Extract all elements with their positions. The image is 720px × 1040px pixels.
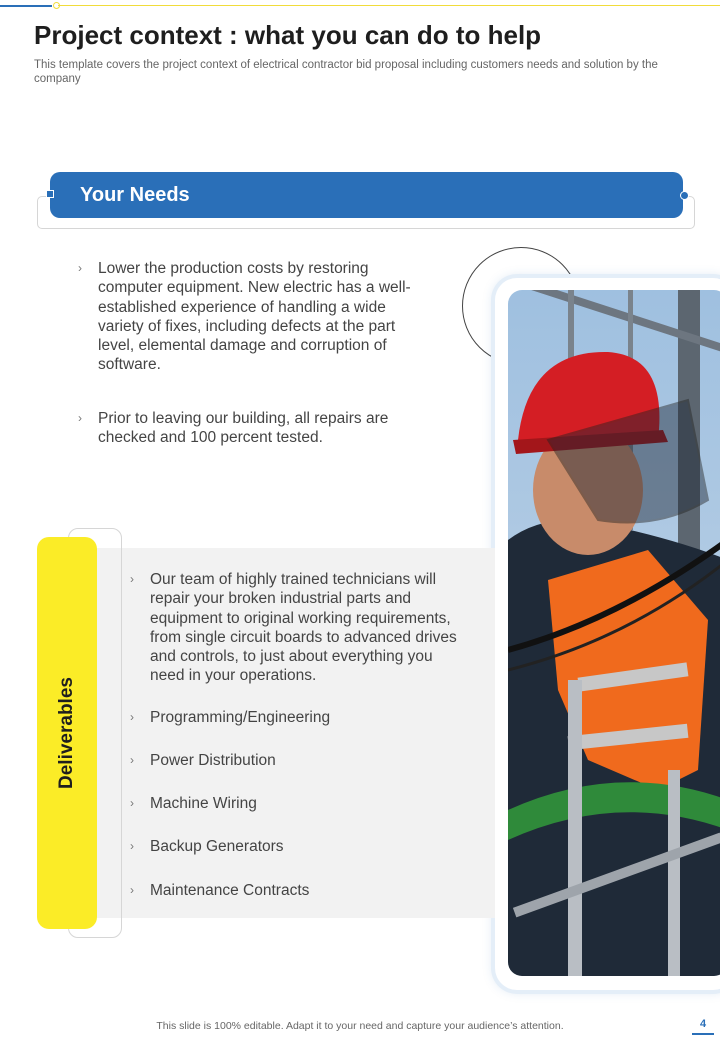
needs-item-text: Prior to leaving our building, all repairs are checked and 100 percent tested. bbox=[98, 410, 389, 447]
deliverables-item bbox=[130, 751, 470, 770]
deliverables-item bbox=[130, 881, 470, 900]
footer-note: This slide is 100% editable. Adapt it to your need and capture your audience’s attention. bbox=[156, 1020, 564, 1032]
deliverables-item bbox=[130, 837, 470, 856]
page-number-underline bbox=[692, 1033, 714, 1035]
deliverables-item bbox=[130, 708, 470, 727]
electrician-photo bbox=[508, 290, 720, 976]
deliverables-title: Deliverables bbox=[56, 677, 77, 789]
bullet-chevron-icon: › bbox=[130, 572, 134, 586]
needs-item bbox=[78, 409, 416, 448]
bullet-chevron-icon: › bbox=[78, 261, 82, 275]
needs-item-text: Lower the production costs by restoring computer equipment. New electric has a well-established experience of handling a wide variety of fixes, including defects at the part level, elemental damage and corruption of software. bbox=[98, 260, 411, 374]
bullet-chevron-icon: › bbox=[130, 710, 134, 724]
page-subtitle: This template covers the project context of electrical contractor bid proposal including customers needs and solution by the company bbox=[34, 59, 658, 85]
bullet-chevron-icon: › bbox=[130, 796, 134, 810]
bullet-chevron-icon: › bbox=[78, 411, 82, 425]
deliverables-item-text: Maintenance Contracts bbox=[150, 882, 310, 899]
deliverables-item-text: Machine Wiring bbox=[150, 795, 257, 812]
needs-header bbox=[50, 172, 683, 218]
deliverables-item-text: Programming/Engineering bbox=[150, 709, 331, 726]
page-title: Project context : what you can do to help bbox=[34, 20, 542, 50]
bullet-chevron-icon: › bbox=[130, 753, 134, 767]
page-number: 4 bbox=[699, 1018, 707, 1030]
needs-header-dot-marker bbox=[680, 191, 689, 200]
deliverables-item-text: Our team of highly trained technicians will repair your broken industrial parts and equipment to original working requirements, from single circuit boards to advanced drives and controls, to just about everything you need in your operations. bbox=[150, 571, 457, 685]
top-accent-line-blue bbox=[0, 5, 52, 7]
deliverables-item bbox=[130, 794, 470, 813]
bullet-chevron-icon: › bbox=[130, 839, 134, 853]
needs-header-square-marker bbox=[46, 190, 54, 198]
needs-item bbox=[78, 259, 416, 375]
needs-title: Your Needs bbox=[80, 184, 190, 206]
deliverables-item-text: Power Distribution bbox=[150, 752, 276, 769]
top-accent-line-yellow bbox=[58, 5, 720, 6]
deliverables-item-text: Backup Generators bbox=[150, 838, 284, 855]
deliverables-item bbox=[130, 570, 470, 686]
bullet-chevron-icon: › bbox=[130, 883, 134, 897]
